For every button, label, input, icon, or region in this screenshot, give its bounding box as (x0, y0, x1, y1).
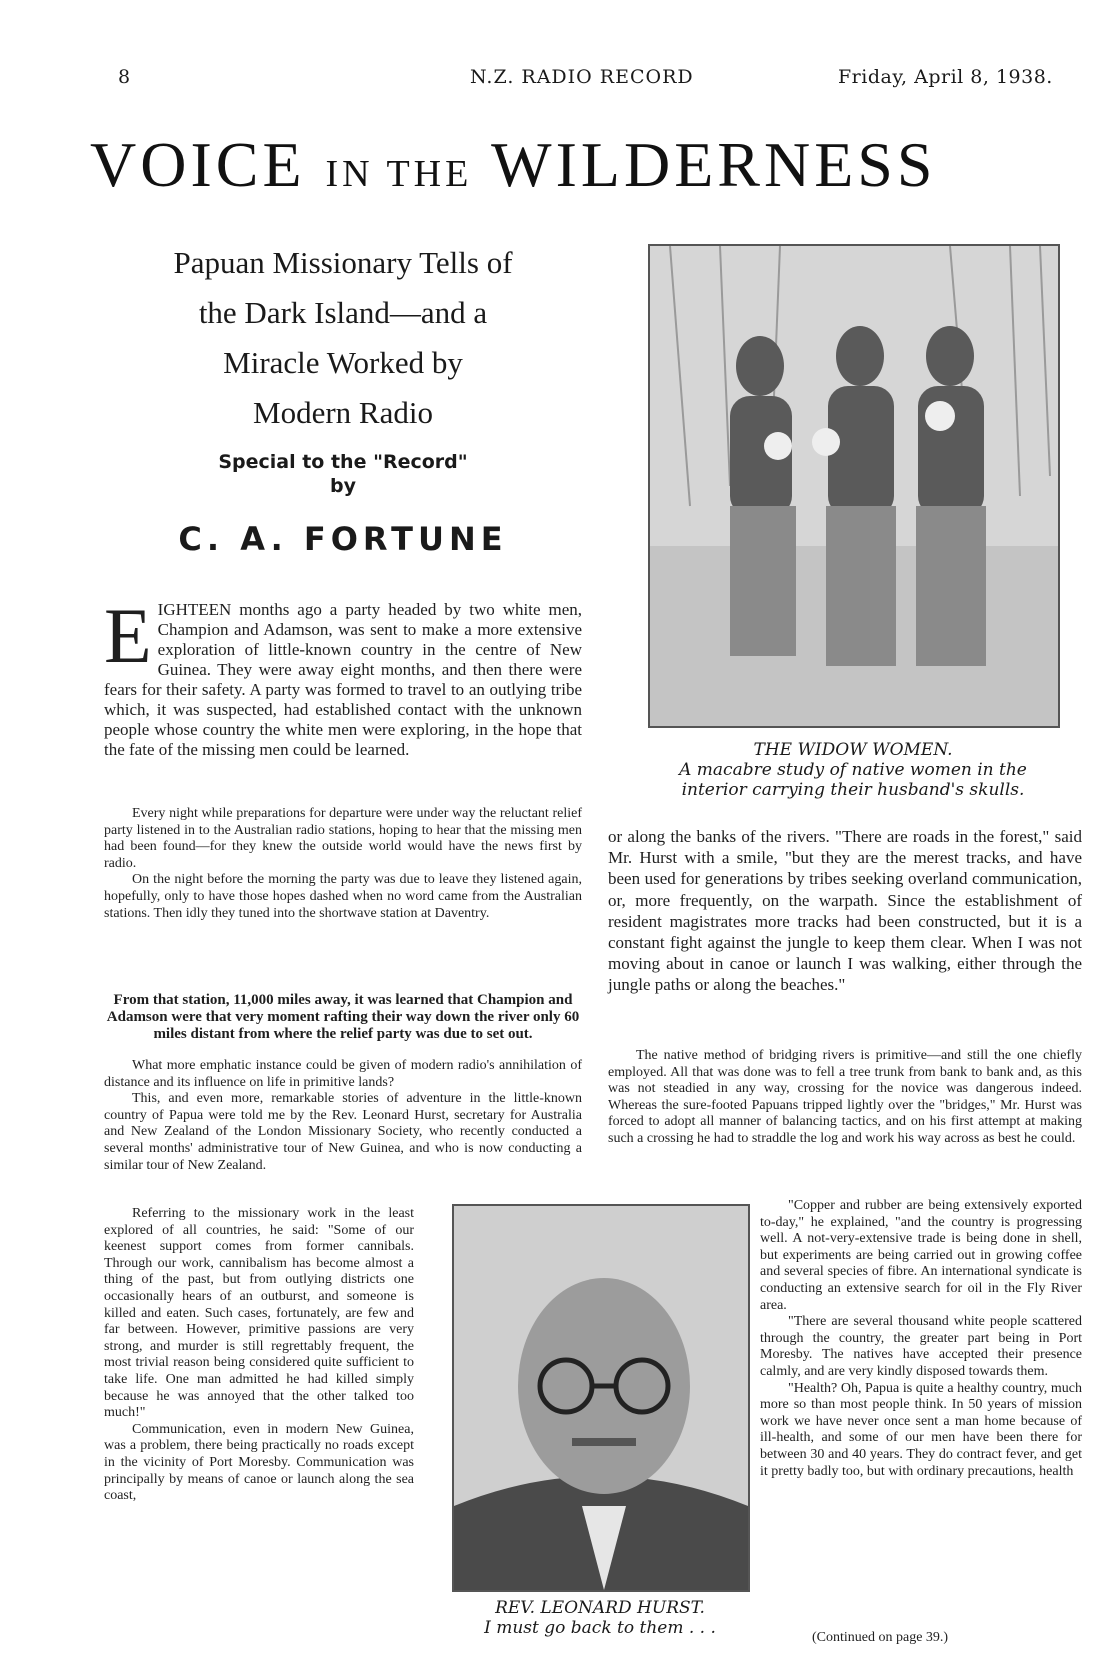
widow-women-caption (648, 740, 1058, 800)
by-line: by (330, 475, 356, 497)
portrait-caption (452, 1598, 748, 1638)
author-name: C. A. FORTUNE (178, 520, 508, 558)
subheadline-line: the Dark Island—and a (198, 295, 488, 330)
body-right-lower (760, 1198, 1082, 1480)
paragraph: Every night while preparations for departure were under way the reluctant relief party listened in to the Australian radio stations, hoping to hear that the missing men had been found—for they knew the outside world would have the news first by radio. (104, 806, 582, 871)
headline-part-wilderness: WILDERNESS (491, 129, 937, 200)
caption-title: THE WIDOW WOMEN. (753, 740, 953, 760)
subheadline (118, 238, 568, 438)
headline-part-in-the: IN THE (325, 153, 473, 195)
paragraph: "Health? Oh, Papua is quite a healthy country, much more so than most people think. In 50 years of mission work we have never once sent a man home because of ill-health, and some of our men have been there for between 30 and 40 years. They do contract fever, and get it pretty badly too, but with ordinary precautions, health (760, 1380, 1082, 1479)
special-line: Special to the "Record" (218, 451, 468, 473)
body-left-upper (104, 806, 582, 922)
lead-text: IGHTEEN months ago a party headed by two white men, Champion and Adamson, was sent to make a more extensive exploration of little-known country in the centre of New Guinea. They were away eight months, and then there were fears for their safety. A party was formed to travel to an outlying tribe which, it was suspected, had established contact with the unknown people whose country the white men were exploring, in the hope that the fate of the missing men could be learned. (104, 600, 582, 759)
widow-women-image (650, 246, 1058, 726)
continued-note: (Continued on page 39.) (812, 1630, 949, 1645)
paragraph: On the night before the morning the party was due to leave they listened again, hopefully, only to have those hopes dashed when no word came from the Australian stations. Then idly they tuned into the shortwave station at Daventry. (104, 872, 582, 921)
portrait-photo (452, 1204, 750, 1592)
body-right-upper: or along the banks of the rivers. "There are roads in the forest," said Mr. Hurst with a smile, "but they are the merest tracks, and have been used for generations by tribes seeking overland communication, or, more frequently, on the warpath. Since the establishment of resident magistrates more tracks had been constructed, but it is a constant fight against the jungle to keep them clear. When I was not moving about in canoe or launch I was walking, either through the jungle paths or along the beaches." (608, 827, 1082, 995)
subheadline-line: Papuan Missionary Tells of (173, 245, 513, 280)
drop-cap: E (104, 592, 152, 679)
body-right-middle (608, 1048, 1082, 1148)
page-number: 8 (118, 66, 131, 88)
issue-date: Friday, April 8, 1938. (838, 66, 1053, 88)
body-left-middle (104, 1058, 582, 1174)
body-left-lower (104, 1206, 414, 1505)
paragraph: The native method of bridging rivers is primitive—and still the one chiefly employed. All that was done was to fell a tree trunk from bank to bank and, as this was not steadied in any way, crossing for the novice was dangerous indeed. Whereas the sure-footed Papuans tripped lightly over the "bridges," Mr. Hurst was forced to adopt all manner of balancing tactics, and on his first attempt at making such a crossing he had to straddle the log and work his way across as best he could. (608, 1048, 1082, 1146)
paragraph: "Copper and rubber are being extensively exported to-day," he explained, "and the country is progressing well. A not-very-extensive trade is being done in shell, but experiments are being carried out in growing coffee and several species of fibre. An international syndicate is conducting an extensive search for oil in the Fly River area. (760, 1198, 1082, 1313)
paragraph: "There are several thousand white people scattered through the country, the greater part being in Port Moresby. The natives have accepted their presence calmly, and are very kindly disposed towards them. (760, 1314, 1082, 1379)
pull-quote: From that station, 11,000 miles away, it was learned that Champion and Adamson were that very moment rafting their way down the river only 60 miles distant from where the relief party was due to set out. (106, 992, 580, 1042)
caption-title: REV. LEONARD HURST. (495, 1598, 705, 1618)
portrait-image (454, 1206, 748, 1590)
lead-paragraph (104, 592, 582, 760)
paragraph: This, and even more, remarkable stories of adventure in the little-known country of Papua were told me by the Rev. Leonard Hurst, secretary for Australia and New Zealand of the London Missionary Society, who recently conducted a several months' administrative tour of New Guinea, and who is now conducting a similar tour of New Zealand. (104, 1091, 582, 1173)
caption-text: A macabre study of native women in the interior carrying their husband's skulls. (679, 760, 1027, 800)
paragraph: Communication, even in modern New Guinea, was a problem, there being practically no roads except in the vicinity of Port Moresby. Communication was principally by means of canoe or launch along the sea coast, (104, 1421, 414, 1504)
paragraph: Referring to the missionary work in the least explored of all countries, he said: "Some of our keenest support comes from former cannibals. Through our work, cannibalism has become almost a thing of the past, but from outlying districts one occasionally hears of an outburst, and someone is killed and eaten. Such cases, fortunately, are few and far between. However, primitive passions are very strong, and murder is still regrettably frequent, the most trivial reason being considered quite sufficient to take life. One man admitted he had killed simply because he was annoyed that the other talked too much!" (104, 1206, 414, 1421)
widow-women-photo (648, 244, 1060, 728)
special-note (118, 450, 568, 498)
paragraph: What more emphatic instance could be given of modern radio's annihilation of distance and its influence on life in primitive lands? (104, 1058, 582, 1090)
publication-name: N.Z. RADIO RECORD (470, 66, 694, 88)
caption-text: I must go back to them . . . (484, 1618, 716, 1638)
subheadline-line: Miracle Worked by (223, 345, 463, 380)
subheadline-line: Modern Radio (253, 395, 433, 430)
headline-part-voice: VOICE (90, 129, 306, 200)
headline (90, 128, 1090, 202)
